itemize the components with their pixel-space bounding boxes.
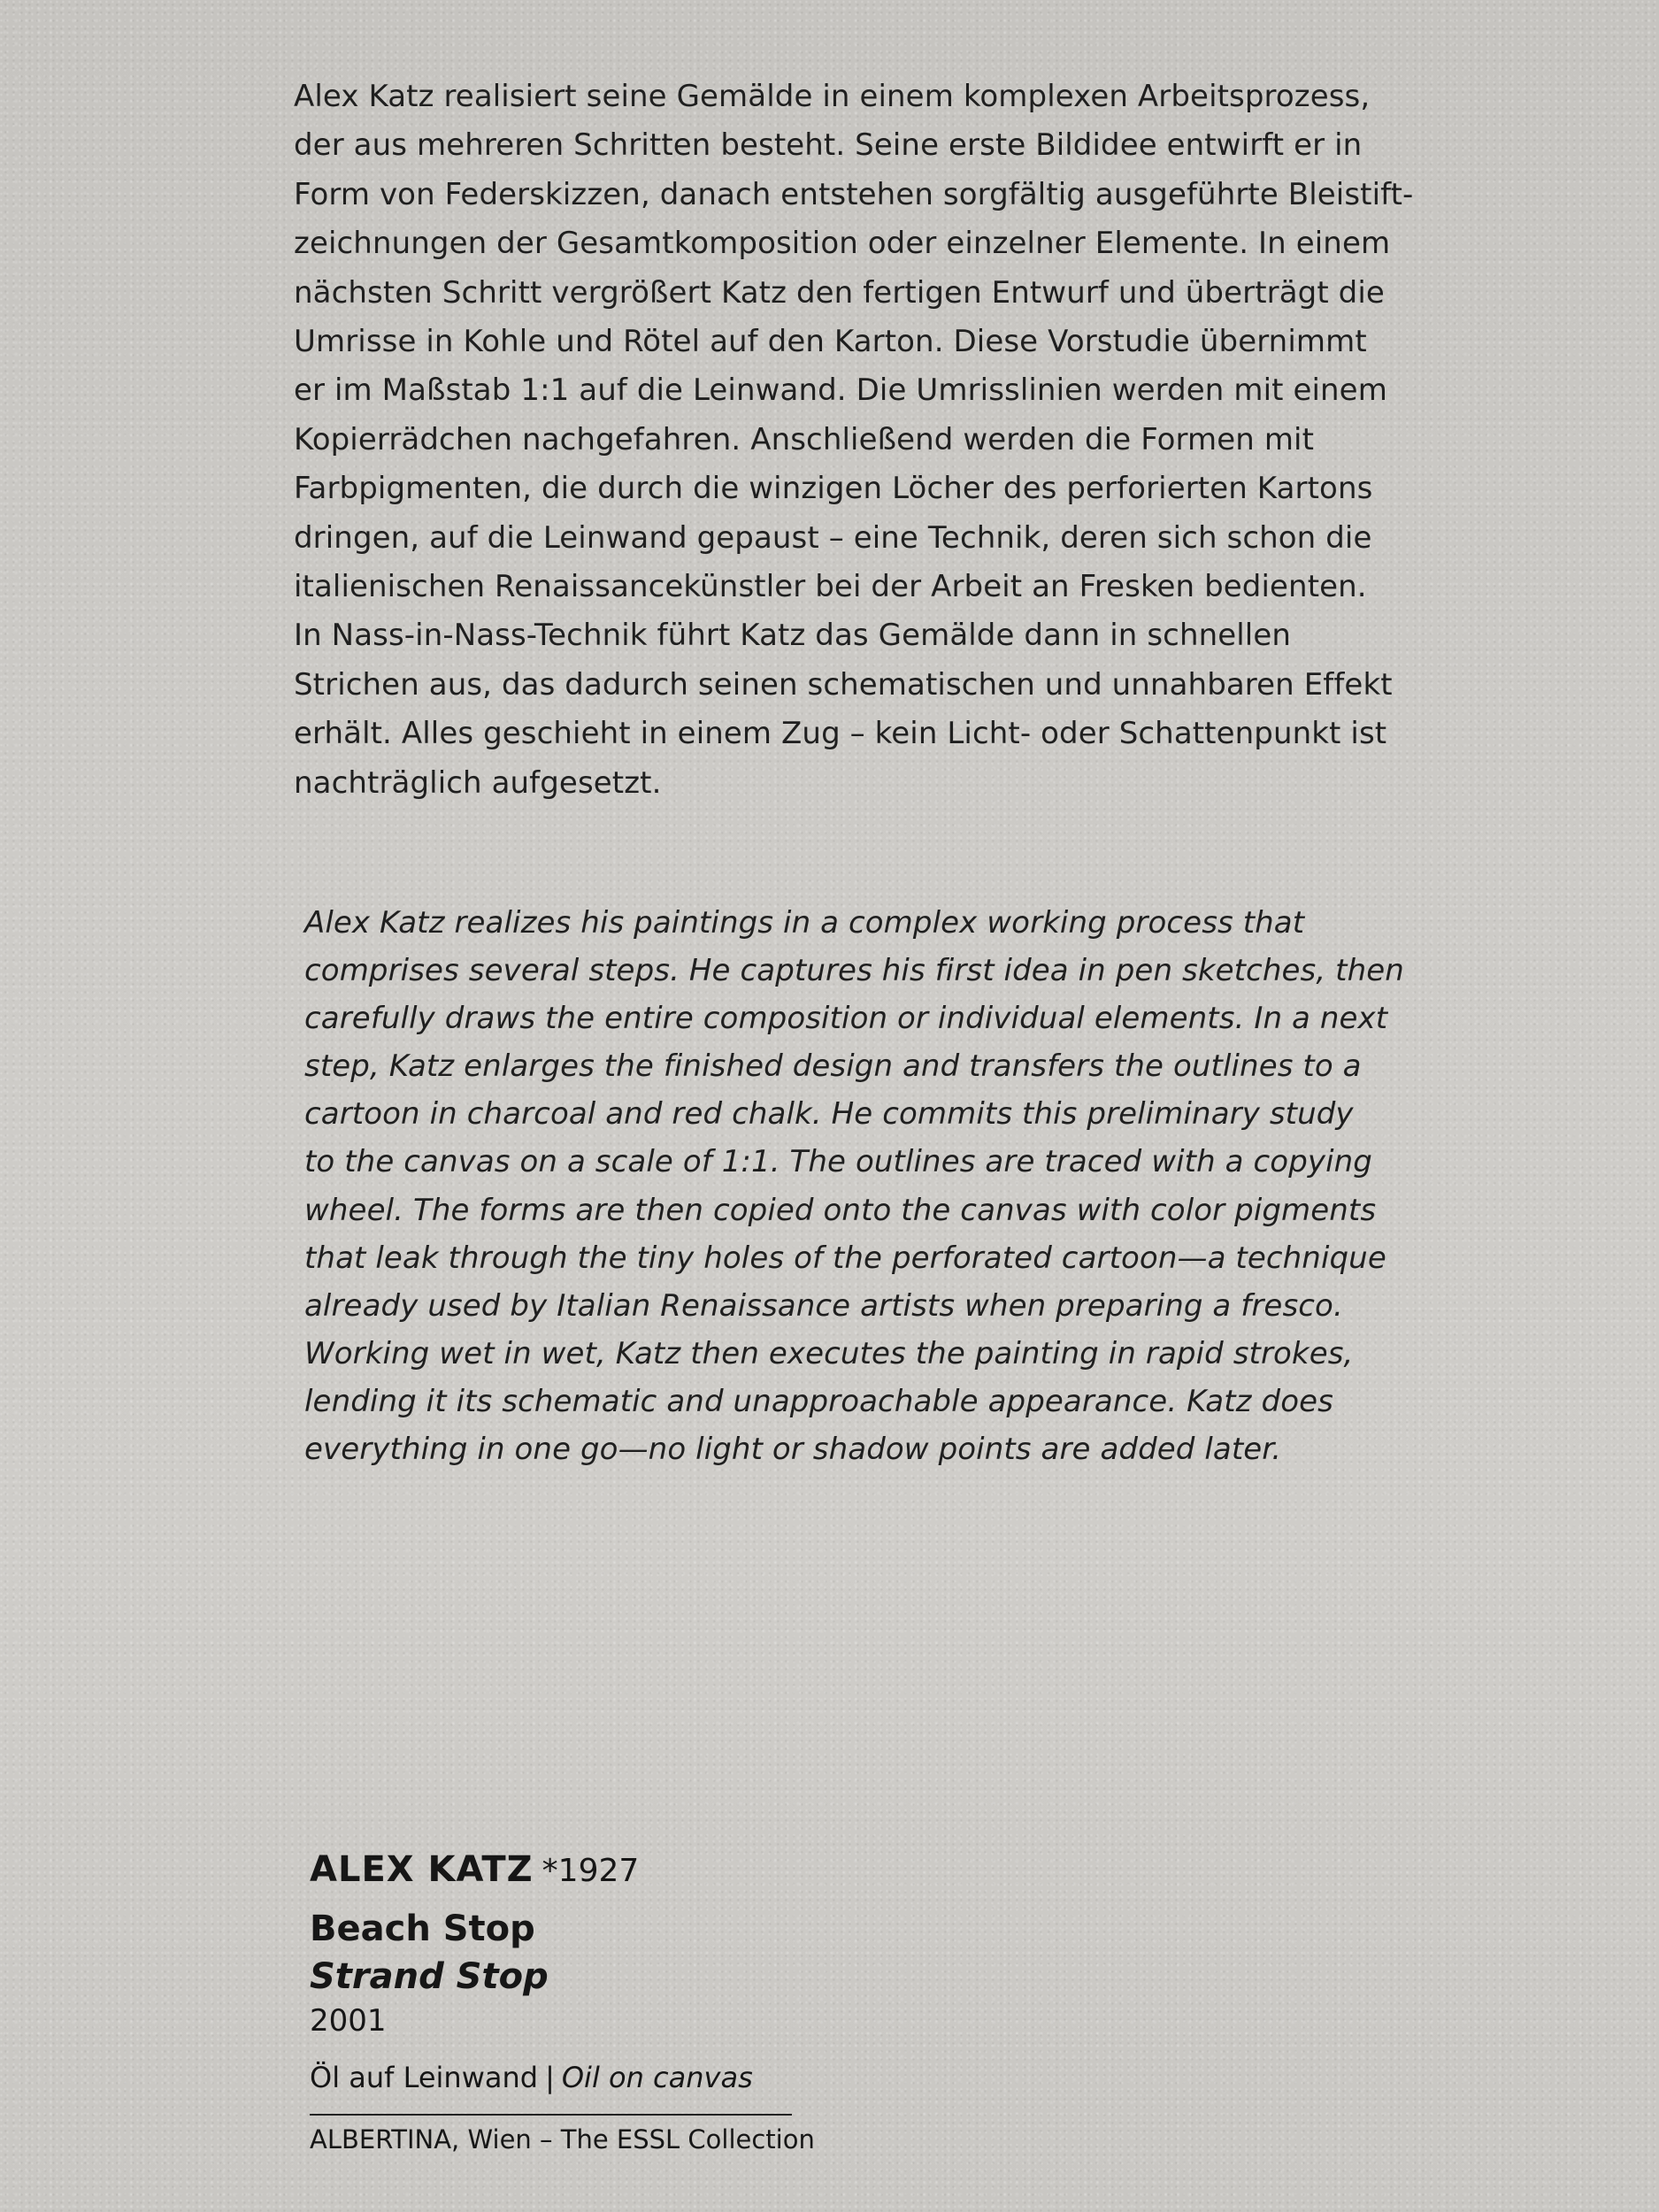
german-description [294,73,1414,808]
english-description [304,899,1404,1473]
german-line: italienischen Renaissancekünstler bei der Arbeit an Fresken bedienten. [294,569,1367,605]
medium-en: Oil on canvas [561,2061,753,2094]
german-line: Umrisse in Kohle und Rötel auf den Karton. Diese Vorstudie übernimmt [294,324,1367,360]
german-line: nächsten Schritt vergrößert Katz den fertigen Entwurf und überträgt die [294,274,1385,311]
english-line: already used by Italian Renaissance artists when preparing a fresco. [304,1287,1343,1324]
artwork-year: 2001 [310,2003,387,2039]
german-line: erhält. Alles geschieht in einem Zug – kein Licht- oder Schattenpunkt ist [294,716,1387,752]
artwork-label [310,1845,858,2158]
artwork-title-de: Strand Stop [310,1956,549,1997]
german-line: Farbpigmenten, die durch die winzigen Löcher des perforierten Kartons [294,471,1373,507]
english-line: everything in one go—no light or shadow points are added later. [304,1432,1282,1468]
english-line: cartoon in charcoal and red chalk. He commits this preliminary study [304,1096,1354,1133]
medium-separator: | [545,2061,555,2094]
label-divider [310,2114,792,2116]
german-line: Form von Federskizzen, danach entstehen sorgfältig ausgeführte Bleistift- [294,176,1414,212]
artwork-medium [310,2057,858,2098]
german-line: zeichnungen der Gesamtkomposition oder einzelner Elemente. In einem [294,226,1391,262]
german-line: der aus mehreren Schritten besteht. Seine erste Bildidee entwirft er in [294,127,1363,164]
german-line: nachträglich aufgesetzt. [294,764,662,801]
english-line: that leak through the tiny holes of the perforated cartoon—a technique [304,1240,1386,1276]
english-line: comprises several steps. He captures his first idea in pen sketches, then [304,953,1404,989]
english-line: carefully draws the entire composition or individual elements. In a next [304,1001,1388,1037]
english-line: Alex Katz realizes his paintings in a complex working process that [304,905,1305,941]
artwork-title-en: Beach Stop [310,1909,535,1949]
artist-birth-year: *1927 [541,1853,640,1889]
artist-row [310,1845,858,1896]
english-line: Working wet in wet, Katz then executes the painting in rapid strokes, [304,1335,1354,1371]
english-line: lending it its schematic and unapproachable appearance. Katz does [304,1383,1333,1419]
english-line: wheel. The forms are then copied onto the canvas with color pigments [304,1192,1377,1228]
medium-de: Öl auf Leinwand [310,2061,539,2094]
german-line: Alex Katz realisiert seine Gemälde in einem komplexen Arbeitsprozess, [294,79,1371,114]
german-line: dringen, auf die Leinwand gepaust – eine Technik, deren sich schon die [294,519,1372,556]
german-line: Strichen aus, das dadurch seinen schematischen und unnahbaren Effekt [294,666,1393,703]
english-line: to the canvas on a scale of 1:1. The outlines are traced with a copying [304,1144,1372,1180]
german-line: er im Maßstab 1:1 auf die Leinwand. Die Umrisslinien werden mit einem [294,373,1387,409]
collection-credit: ALBERTINA, Wien – The ESSL Collection [310,2124,815,2154]
artist-name: ALEX KATZ [310,1849,534,1890]
german-line: In Nass-in-Nass-Technik führt Katz das Gemälde dann in schnellen [294,618,1292,654]
english-line: step, Katz enlarges the finished design and transfers the outlines to a [304,1048,1362,1085]
german-line: Kopierrädchen nachgefahren. Anschließend werden die Formen mit [294,421,1315,457]
